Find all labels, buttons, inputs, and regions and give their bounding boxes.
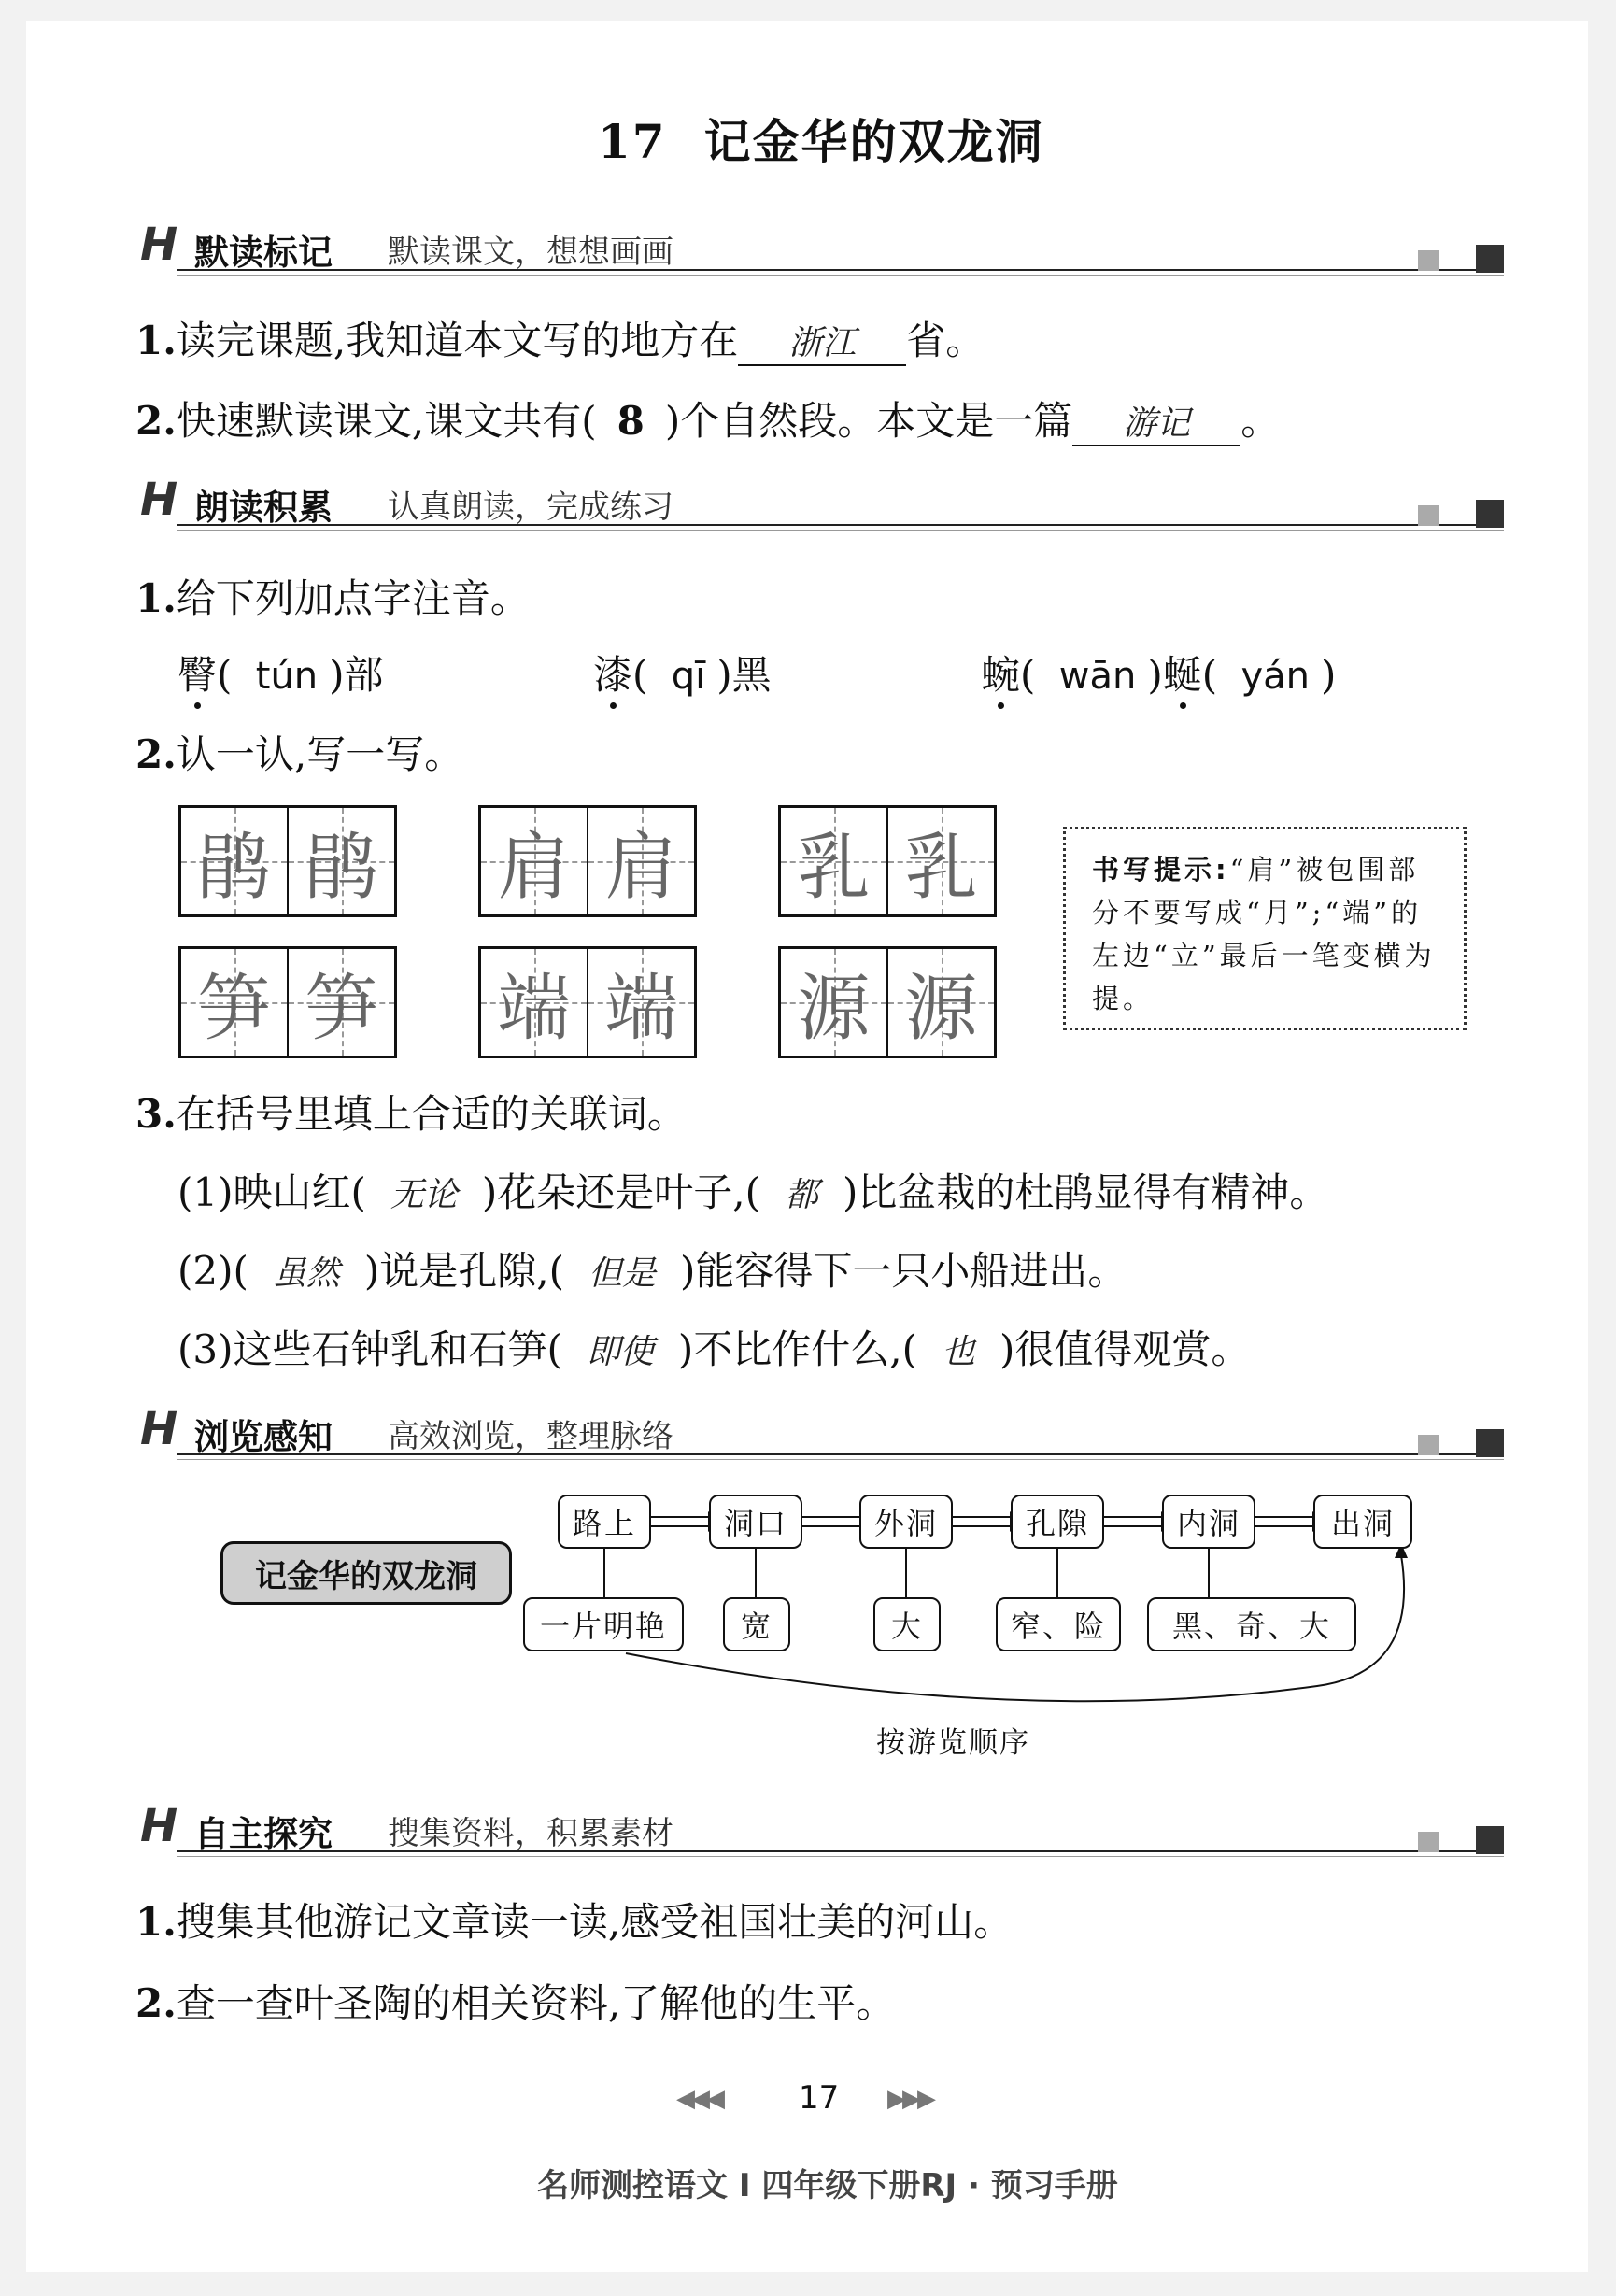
- section-desc: 高效浏览，整理脉络: [388, 1418, 673, 1455]
- writing-box: 端 端: [478, 946, 697, 1058]
- writing-box: 乳 乳: [778, 805, 997, 917]
- writing-box: 源 源: [778, 946, 997, 1058]
- answer-blank[interactable]: 浙江: [738, 317, 906, 366]
- lesson-title: 记金华的双龙洞: [703, 114, 1044, 169]
- conjunction-sentence-2: (2)( 虽然 )说是孔隙,( 但是 )能容得下一只小船进出。: [177, 1248, 1127, 1294]
- lesson-number: 17: [598, 114, 667, 169]
- writing-box: 肩 肩: [478, 805, 697, 917]
- question-4-1: 1.搜集其他游记文章读一读,感受祖国壮美的河山。: [135, 1899, 1014, 1945]
- question-2-3: 3.在括号里填上合适的关联词。: [135, 1091, 687, 1137]
- section-name: 默读标记: [194, 233, 333, 273]
- flow-node-bottom: 窄、险: [996, 1597, 1121, 1651]
- flow-node-top: 洞口: [709, 1495, 802, 1549]
- flow-node-top: 路上: [558, 1495, 651, 1549]
- flow-node-top: 外洞: [859, 1495, 953, 1549]
- question-1-1: 1.读完课题,我知道本文写的地方在 浙江 省。: [135, 310, 985, 366]
- conjunction-sentence-3: (3)这些石钟乳和石笋( 即使 )不比作什么,( 也 )很值得观赏。: [177, 1326, 1251, 1372]
- pinyin-item: 漆( qī )黑: [593, 652, 772, 698]
- section-desc: 搜集资料，积累素材: [388, 1815, 673, 1852]
- flow-node-top: 出洞: [1313, 1495, 1412, 1549]
- flow-node-bottom: 黑、奇、大: [1147, 1597, 1356, 1651]
- next-arrows-icon: ▶▶▶: [887, 2085, 932, 2113]
- question-2-1: 1.给下列加点字注音。: [135, 575, 530, 621]
- flow-node-bottom: 一片明艳: [523, 1597, 684, 1651]
- section-h-icon: H: [140, 219, 178, 271]
- section-header-explore: [140, 1798, 1504, 1854]
- section-name: 朗读积累: [194, 488, 333, 528]
- section-desc: 默读课文，想想画画: [388, 234, 673, 271]
- writing-box: 鹃 鹃: [178, 805, 397, 917]
- page-number: 17: [799, 2079, 840, 2117]
- section-name: 浏览感知: [194, 1417, 333, 1457]
- prev-arrows-icon: ◀◀◀: [676, 2085, 721, 2113]
- flow-node-top: 内洞: [1162, 1495, 1255, 1549]
- pinyin-item: 蜿( wān )蜒( yán ): [981, 652, 1337, 698]
- question-2-2: 2.认一认,写一写。: [135, 731, 464, 777]
- tip-text: “肩”被包围部分不要写成“月”;“端”的左边“立”最后一笔变横为提。: [1092, 854, 1436, 1014]
- flow-caption: 按游览顺序: [876, 1726, 1030, 1760]
- section-h-icon: H: [140, 1403, 178, 1455]
- question-4-2: 2.查一查叶圣陶的相关资料,了解他的生平。: [135, 1980, 896, 2026]
- conjunction-sentence-1: (1)映山红( 无论 )花朵还是叶子,( 都 )比盆栽的杜鹃显得有精神。: [177, 1169, 1329, 1215]
- answer-count[interactable]: 8: [617, 398, 645, 444]
- writing-box: 笋 笋: [178, 946, 397, 1058]
- section-h-icon: H: [140, 1800, 178, 1852]
- question-1-2: 2.快速默读课文,课文共有( 8 )个自然段。本文是一篇 游记 。: [135, 390, 1280, 446]
- section-name: 自主探究: [194, 1814, 333, 1854]
- flow-node-top: 孔隙: [1011, 1495, 1104, 1549]
- answer-blank[interactable]: 游记: [1072, 397, 1240, 446]
- section-h-icon: H: [140, 474, 178, 526]
- book-footer: 名师测控语文 I 四年级下册RJ · 预习手册: [537, 2167, 1118, 2204]
- pinyin-item: 臀( tún )部: [177, 652, 384, 698]
- tip-title: 书写提示:: [1092, 854, 1230, 886]
- section-desc: 认真朗读，完成练习: [388, 489, 673, 526]
- flow-central-title: 记金华的双龙洞: [220, 1541, 512, 1605]
- flow-node-bottom: 大: [873, 1597, 941, 1651]
- flow-node-bottom: 宽: [723, 1597, 790, 1651]
